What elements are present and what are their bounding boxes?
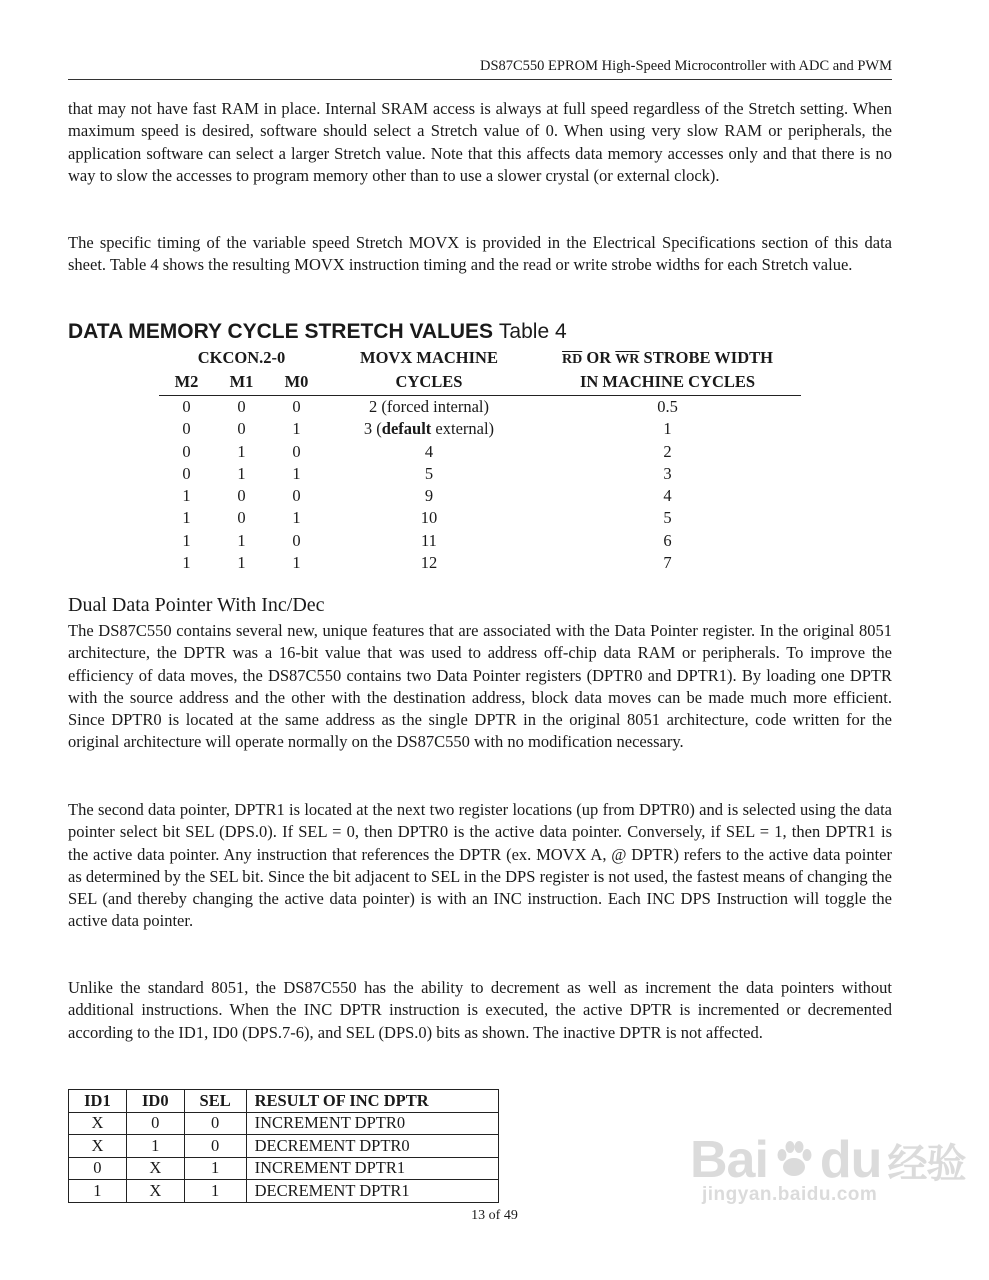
cell-sel: 1 (184, 1157, 246, 1180)
table-row (69, 1135, 499, 1158)
cell-cycles: 5 (424, 463, 434, 483)
cell-sel: 1 (184, 1180, 246, 1203)
cell-m1: 1 (237, 530, 246, 550)
cell-m1: 0 (237, 486, 246, 506)
cell-cycles (324, 418, 534, 440)
cell-cycles: 11 (421, 530, 437, 550)
cell-m0: 1 (292, 419, 301, 439)
cell-id1: 1 (69, 1180, 127, 1203)
watermark-logo (690, 1130, 965, 1190)
cell-m1: 1 (237, 441, 246, 461)
cycles-default-bold: default (381, 419, 432, 439)
cell-m1: 0 (237, 397, 246, 416)
cell-m0: 1 (292, 508, 301, 528)
cell-width: 5 (663, 508, 672, 528)
table-header-row (69, 1090, 499, 1113)
section-title (68, 320, 567, 344)
cell-m2: 1 (182, 553, 191, 573)
col-m2: M2 (159, 372, 214, 396)
cell-cycles: 12 (420, 553, 438, 573)
cell-result: DECREMENT DPTR1 (246, 1180, 498, 1203)
col-sel: SEL (184, 1090, 246, 1113)
cell-id0: X (126, 1180, 184, 1203)
cell-width: 0.5 (657, 397, 678, 416)
cell-m1: 1 (237, 463, 246, 483)
cell-id0: 1 (126, 1135, 184, 1158)
table-row (159, 485, 801, 507)
table-row (159, 507, 801, 529)
cell-m2: 1 (182, 486, 191, 506)
inc-dptr-table (68, 1089, 499, 1203)
page-number: 13 of 49 (471, 1208, 518, 1223)
watermark-brand-cn: 经验 (887, 1141, 966, 1186)
rd-label: $\overline{RD}$ (562, 352, 583, 367)
paragraph-stretch-timing: The specific timing of the variable speed Stretch MOVX is provided in the Electrical Specifications section of this data sheet. Table 4 shows the resulting MOVX instruction timing and the read or write strobe widths for each Stretch value. (68, 233, 892, 275)
subsection-title: Dual Data Pointer With Inc/Dec (68, 594, 325, 616)
table-row (159, 441, 801, 463)
col-result: RESULT OF INC DPTR (246, 1090, 498, 1113)
cell-result: INCREMENT DPTR1 (246, 1157, 498, 1180)
page-header: DS87C550 EPROM High-Speed Microcontroller with ADC and PWM (68, 58, 892, 80)
section-title-text: DATA MEMORY CYCLE STRETCH VALUES (68, 320, 494, 343)
cell-m0: 0 (292, 486, 301, 506)
cell-m2: 1 (182, 508, 191, 528)
cell-width: 6 (663, 530, 672, 550)
paragraph-inc-dec: Unlike the standard 8051, the DS87C550 has the ability to decrement as well as increment the data pointers without additional instructions. When the INC DPTR instruction is executed, the active DPTR is incremented or decremented according to the ID1, ID0 (DPS.7-6), and SEL (DPS.0) bits as shown. The inactive DPTR is not affected. (68, 978, 892, 1042)
strobe-width-label: STROBE WIDTH (643, 348, 773, 367)
cell-id0: 0 (126, 1112, 184, 1135)
cell-width: 4 (663, 486, 672, 506)
paragraph-second-dptr: The second data pointer, DPTR1 is located at the next two register locations (up from DPTR0) and is selected using the data pointer select bit SEL (DPS.0). If SEL = 0, then DPTR0 is the active data pointer. Conversely, if SEL = 1, then DPTR1 is the active data pointer. Any instruction that references the DPTR (ex. MOVX A, @ DPTR) refers to the active data pointer as determined by the SEL bit. Since the bit adjacent to SEL in the DPS register is not used, the fastest means of changing the SEL (and thereby changing the active data pointer) is with an INC instruction. Each INC DPS Instruction will toggle the active data pointer. (68, 800, 892, 931)
cell-m2: 0 (182, 397, 191, 416)
table-row (159, 463, 801, 485)
table-row (159, 418, 801, 440)
cell-sel: 0 (184, 1112, 246, 1135)
cell-m1: 0 (237, 508, 246, 528)
table-row (69, 1157, 499, 1180)
cell-m2: 0 (182, 463, 191, 483)
cell-result: DECREMENT DPTR0 (246, 1135, 498, 1158)
cycles-num: 3 ( (363, 419, 382, 439)
cell-id1: X (69, 1112, 127, 1135)
ckcon-group-header: CKCON.2-0 (197, 348, 286, 367)
movx-header-line2: CYCLES (324, 372, 534, 396)
cell-sel: 0 (184, 1135, 246, 1158)
col-id0: ID0 (126, 1090, 184, 1113)
col-m0: M0 (269, 372, 324, 396)
stretch-values-table (159, 344, 801, 574)
strobe-header-line1 (534, 344, 801, 372)
cell-width: 7 (663, 553, 672, 573)
col-m1: M1 (214, 372, 269, 396)
cell-m0: 0 (292, 530, 301, 550)
paragraph-stretch-intro: that may not have fast RAM in place. Internal SRAM access is always at full speed regardless of the Stretch setting. When maximum speed is desired, software should select a Stretch value of 0. When using very slow RAM or peripherals, the application software can select a larger Stretch value. Note that this affects data memory accesses only and that there is no way to slow the accesses to program memory other than to use a slower crystal (or external clock). (68, 99, 892, 185)
table-row (159, 530, 801, 552)
cell-m2: 0 (182, 419, 191, 439)
table-row (69, 1112, 499, 1135)
cell-m0: 1 (292, 553, 301, 573)
watermark-brand-right: du (819, 1131, 882, 1189)
cell-m1: 1 (237, 553, 246, 573)
watermark-brand-left: Bai (690, 1131, 768, 1189)
cell-m2: 0 (182, 441, 191, 461)
watermark-url: jingyan.baidu.com (702, 1184, 878, 1205)
paragraph-dual-dptr: The DS87C550 contains several new, unique features that are associated with the Data Pointer register. In the original 8051 architecture, the DPTR was a 16-bit value that was used to address off-chip data RAM or peripherals. To improve the efficiency of data moves, the DS87C550 contains two Data Pointer registers (DPTR0 and DPTR1). By loading one DPTR with the source address and the other with the destination address, block data moves can be made much more efficient. Since DPTR0 is located at the same address as the single DPTR in the original 8051 architecture, code written for the original architecture will operate normally on the DS87C550 with no modification necessary. (68, 621, 892, 752)
cell-id0: X (126, 1157, 184, 1180)
cell-m0: 0 (292, 441, 301, 461)
col-id1: ID1 (69, 1090, 127, 1113)
strobe-header-line2: IN MACHINE CYCLES (534, 372, 801, 396)
cell-m0: 1 (292, 463, 301, 483)
cell-cycles: 2 (forced internal) (368, 397, 490, 416)
cycles-rest: external) (431, 419, 495, 439)
or-label: OR (586, 348, 612, 367)
cell-width: 2 (663, 441, 672, 461)
cell-m0: 0 (292, 397, 301, 416)
baidu-watermark (690, 1130, 965, 1206)
cell-id1: X (69, 1135, 127, 1158)
cell-cycles: 4 (424, 441, 434, 461)
cell-m1: 0 (237, 419, 246, 439)
cell-width: 3 (663, 463, 672, 483)
cell-m2: 1 (182, 530, 191, 550)
paw-icon (772, 1138, 816, 1182)
table-row (159, 396, 801, 419)
cell-result: INCREMENT DPTR0 (246, 1112, 498, 1135)
table-row (69, 1180, 499, 1203)
table-row (159, 552, 801, 574)
cell-id1: 0 (69, 1157, 127, 1180)
movx-header-line1: MOVX MACHINE (360, 348, 498, 367)
cell-cycles: 10 (420, 508, 438, 528)
wr-label: $\overline{WR}$ (615, 352, 640, 367)
cell-cycles: 9 (424, 486, 434, 506)
table-label: Table 4 (498, 320, 567, 343)
cell-width: 1 (663, 419, 672, 439)
